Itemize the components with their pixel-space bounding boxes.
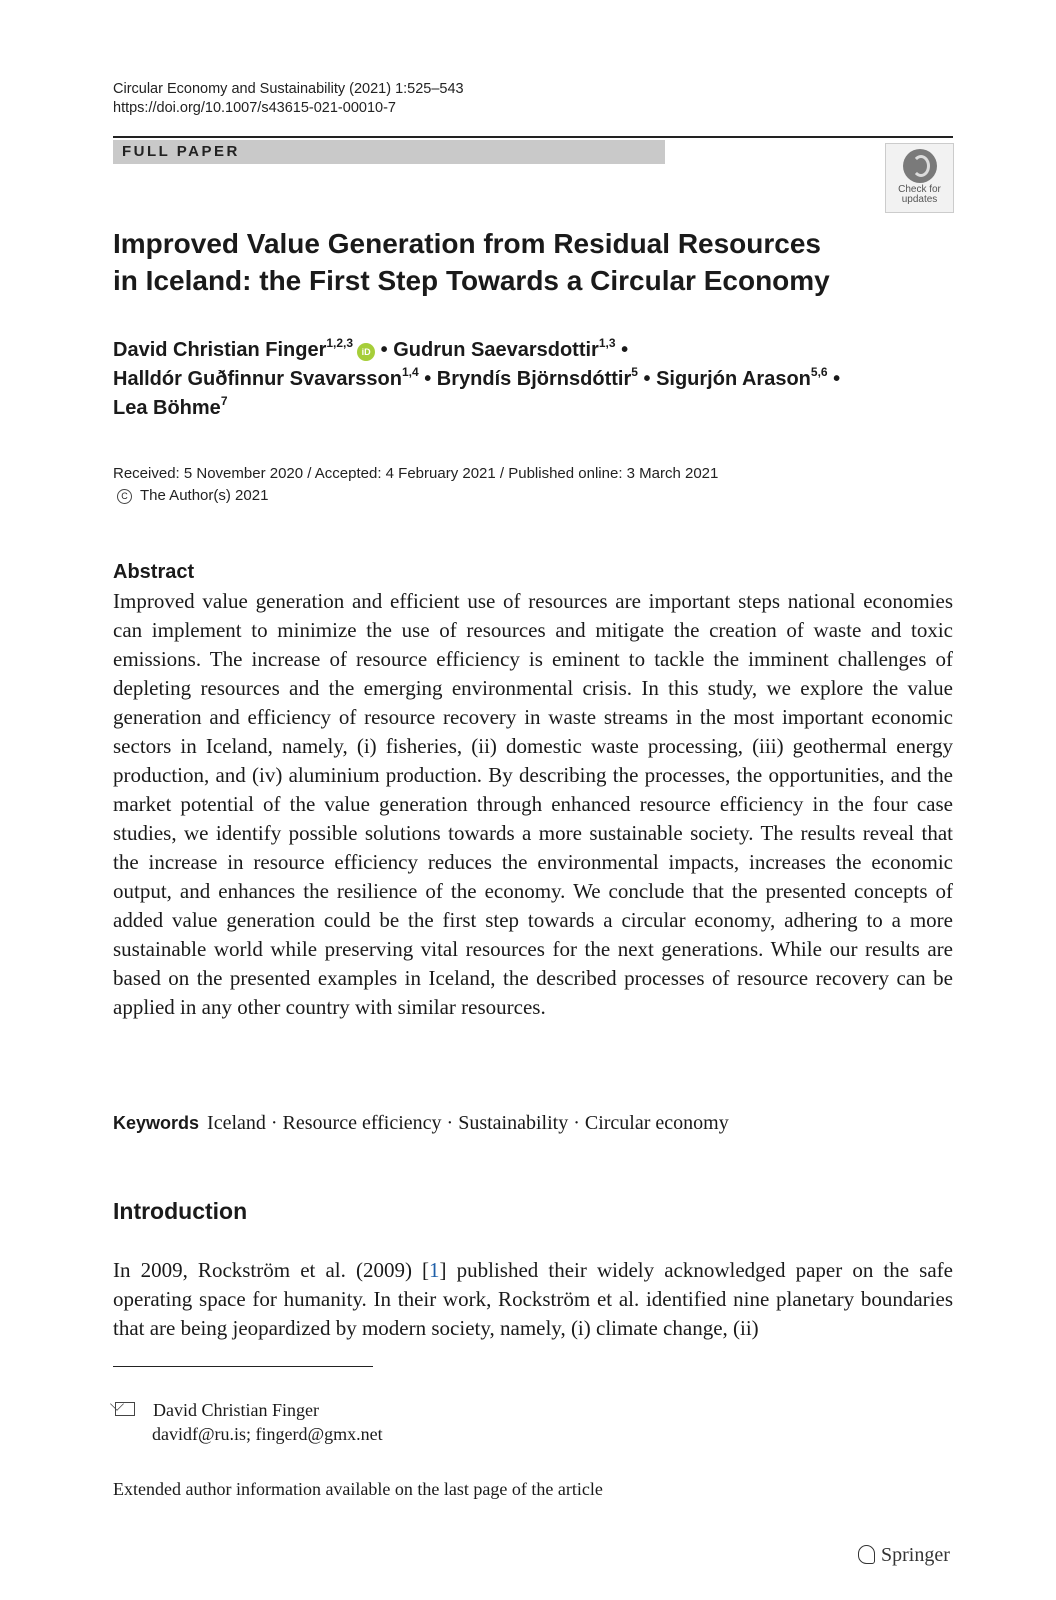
author-separator: •	[621, 339, 629, 361]
author-affiliation: 1,2,3	[326, 336, 354, 350]
citation-link[interactable]: 1	[429, 1258, 440, 1282]
author-separator: •	[833, 368, 841, 390]
title-line-1: Improved Value Generation from Residual Resources	[113, 228, 821, 259]
history-dates: Received: 5 November 2020 / Accepted: 4 February 2021 / Published online: 3 March 2021	[113, 465, 719, 482]
section-heading-introduction: Introduction	[113, 1198, 248, 1224]
corresponding-author-name: David Christian Finger	[153, 1400, 319, 1420]
author-list	[113, 336, 953, 423]
publisher-name: Springer	[881, 1544, 950, 1566]
author-separator: •	[643, 368, 651, 390]
keywords-label: Keywords	[113, 1113, 200, 1133]
copyright-icon: C	[117, 489, 132, 504]
article-title	[113, 225, 873, 299]
abstract-heading: Abstract	[113, 561, 195, 583]
springer-horse-icon	[858, 1545, 875, 1564]
author-affiliation: 5,6	[810, 365, 828, 379]
author-affiliation: 5	[631, 365, 638, 379]
author-name[interactable]: Halldór Guðfinnur Svavarsson	[113, 368, 402, 390]
author-separator: •	[424, 368, 432, 390]
author-affiliation: 1,3	[598, 336, 616, 350]
author-name[interactable]: Bryndís Björnsdóttir	[436, 368, 632, 390]
introduction-text	[113, 1256, 953, 1343]
intro-text-before: In 2009, Rockström et al. (2009) [	[113, 1258, 430, 1282]
publication-dates	[113, 463, 718, 507]
journal-citation: Circular Economy and Sustainability (2021) 1:525–543	[113, 81, 464, 97]
check-for-updates-label: Check for updates	[898, 184, 941, 205]
intro-text-after: ] published their widely acknowledged paper on the safe operating space for humanity. In their work, Rockström et al. identified nine planetary boundaries that are being jeopardized by modern society, namely, (i) climate change, (ii)	[113, 1258, 953, 1340]
corresponding-author	[113, 1398, 319, 1422]
article-type-banner: FULL PAPER	[113, 140, 665, 164]
footnote-rule	[113, 1366, 373, 1367]
journal-info	[113, 80, 464, 118]
publisher-logo	[858, 1543, 950, 1567]
check-for-updates-icon	[903, 149, 937, 183]
corresponding-author-email[interactable]: davidf@ru.is; fingerd@gmx.net	[152, 1424, 383, 1444]
keywords-list: Iceland · Resource efficiency · Sustainability · Circular economy	[207, 1112, 729, 1134]
author-name[interactable]: David Christian Finger	[113, 339, 327, 361]
doi-link[interactable]: https://doi.org/10.1007/s43615-021-00010-7	[113, 100, 396, 116]
author-separator: •	[380, 339, 388, 361]
check-for-updates-badge[interactable]	[885, 143, 954, 213]
author-name[interactable]: Sigurjón Arason	[656, 368, 811, 390]
header-rule	[113, 136, 953, 138]
author-affiliation: 7	[220, 394, 228, 408]
copyright-line	[113, 485, 718, 507]
author-name[interactable]: Lea Böhme	[113, 397, 221, 419]
orcid-icon[interactable]: iD	[357, 343, 375, 361]
envelope-icon	[115, 1402, 135, 1416]
copyright-text: The Author(s) 2021	[140, 487, 269, 504]
abstract-text: Improved value generation and efficient use of resources are important steps national economies can implement to minimize the use of resources and mitigate the creation of waste and toxic emissions. The increase of resource efficiency is eminent to tackle the imminent challenges of depleting resources and the emerging environmental crisis. In this study, we explore the value generation and efficiency of resource recovery in waste streams in the most important economic sectors in Iceland, namely, (i) fisheries, (ii) domestic waste processing, (iii) geothermal energy production, and (iv) aluminium production. By describing the processes, the opportunities, and the market potential of the value generation through enhanced resource efficiency in the four case studies, we identify possible solutions towards a more sustainable society. The results reveal that the increase in resource efficiency reduces the environmental impacts, increases the economic output, and enhances the resilience of the economy. We conclude that the presented concepts of added value generation could be the first step towards a circular economy, adhering to a more sustainable world while preserving vital resources for the next generations. While our results are based on the presented examples in Iceland, the described processes of resource recovery can be applied in any other country with similar resources.	[113, 589, 953, 1019]
extended-author-info: Extended author information available on the last page of the article	[113, 1479, 603, 1499]
keywords	[113, 1110, 729, 1136]
author-affiliation: 1,4	[401, 365, 419, 379]
author-name[interactable]: Gudrun Saevarsdottir	[393, 339, 599, 361]
title-line-2: in Iceland: the First Step Towards a Circular Economy	[113, 265, 830, 296]
